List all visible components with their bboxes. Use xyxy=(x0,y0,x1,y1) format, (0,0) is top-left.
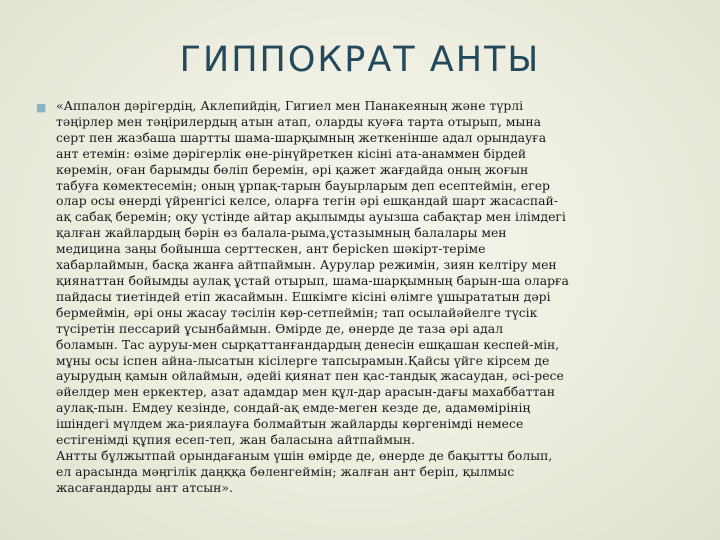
filled-square-bullet-icon: ■ xyxy=(36,101,47,114)
slide-title: ГИППОКРАТ АНТЫ xyxy=(179,40,541,80)
bullet-item xyxy=(36,98,692,496)
oath-text: «Аппалон дәрігердің, Аклепийдің, Гигиел мен Панакеяның және түрлі тәңірлер мен тәңірилердың атын атап, оларды куәға тарта отырып, мына серт пен жазбаша шартты шама-шарқымның жеткенінше адал орындауға ант етемін: өзіме дәрігерлік өне-рінүйреткен кісіні ата-анаммен бірдей көремін, оған барымды бөліп беремін, әрі қажет жағдайда оның жоғын табуға көмектесемін; оның ұрпақ-тарын бауырларым деп есептеймін, егер олар осы өнерді үйренгісі келсе, оларға тегін әрі ешқандай шарт жасаспай- ақ сабақ беремін; оқу үстінде айтар ақылымды ауызша сабақтар мен ілімдегі қалған жайлардың бәрін өз балала-рыма,ұстазымның балалары мен медицина заңы бойынша серттескен, ант берісken шәкірт-теріме хабарлаймын, басқа жанға айтпаймын. Аурулар режимін, зиян келтіру мен қиянаттан бойымды аулақ ұстай отырып, шама-шарқымның барын-ша оларға пайдасы тиетіндей етіп жасаймын. Ешкімге кісіні өлімге ұшырататын дәрі бермеймін, әрі оны жасау тәсілін көр-сетпеймін; тап осылайәйелге түсік түсіретін пессарий ұсынбаймын. Өмірде де, өнерде де таза әрі адал боламын. Тас ауруы-мен сырқаттанғандардың денесін ешқашан кеспей-мін, мұны осы іспен айна-лысатын кісілерге тапсырамын.Қайсы үйге кірсем де ауырудың қамын ойлаймын, әдейі қиянат пен қас-тандық жасаудан, әсі-ресе әйелдер мен еркектер, азат адамдар мен құл-дар арасын-дағы махаббаттан аулақ-пын. Емдеу кезінде, сондай-ақ емде-меген кезде де, адамөмірінің ішіндегі мүлдем жа-риялауға болмайтын жайларды көргенімді немесе естігенімді құпия есеп-теп, жан баласына айтпаймын. Антты бұлжытпай орындағаным үшін өмірде де, өнерде де бақытты болып, ел арасында мәңгілік даңққа бөленгеймін; жалған ант беріп, қылмыс жасағандарды ант атсын». xyxy=(56,98,569,495)
